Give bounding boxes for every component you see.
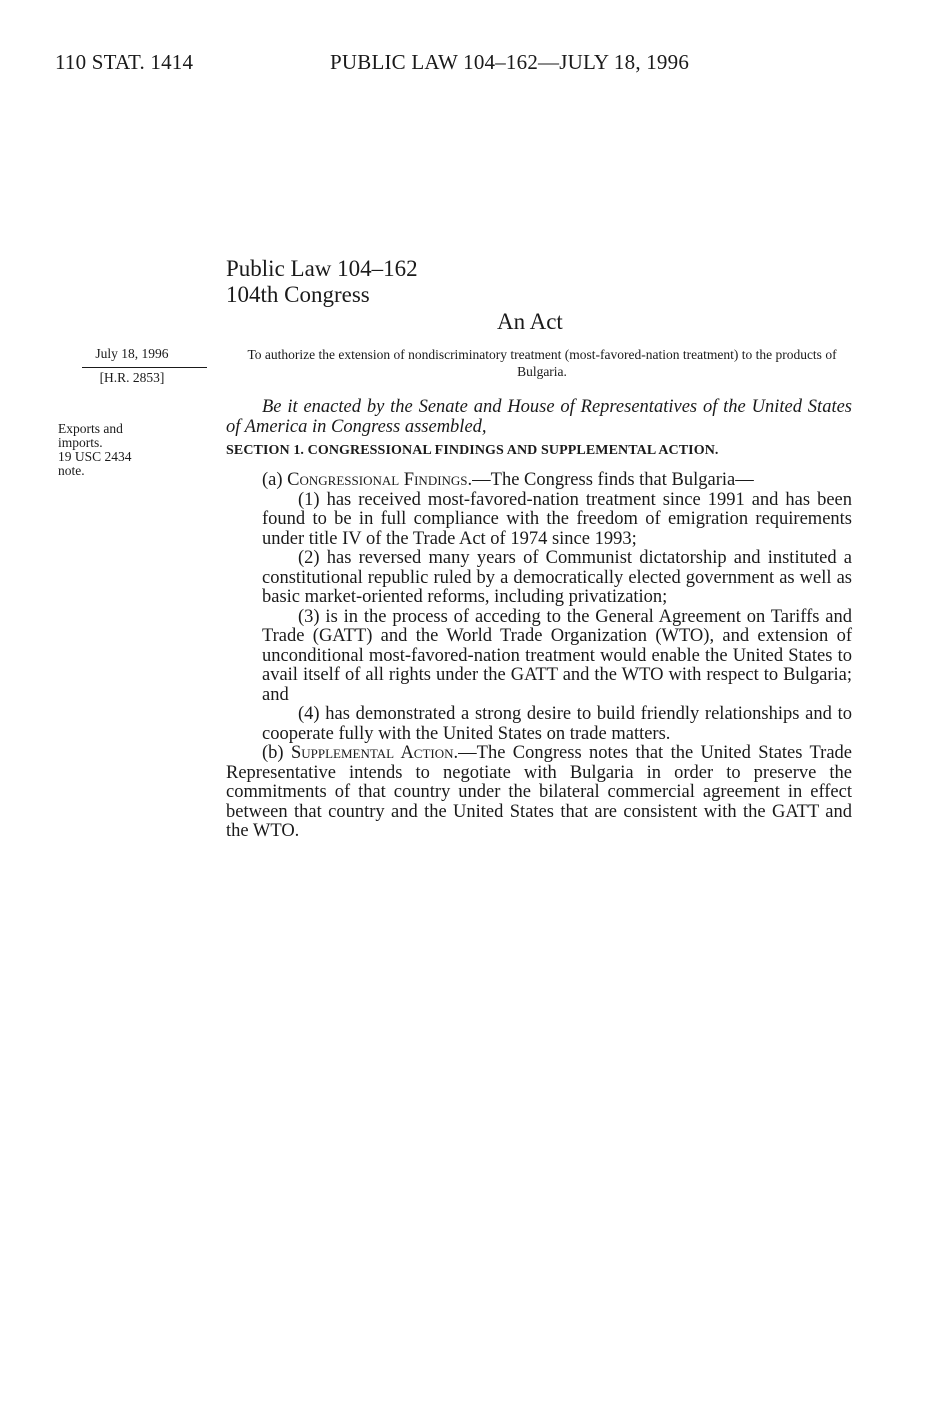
finding-item: (2) has reversed many years of Communist dictatorship and instituted a constitutional republic ruled by a democratically elected government as well as basic market-oriented reforms, including privatization; [262, 548, 852, 607]
margin-date: July 18, 1996 [95, 346, 169, 361]
an-act-heading: An Act [497, 309, 563, 334]
section-body [226, 471, 852, 842]
margin-bill-number: [H.R. 2853] [99, 370, 165, 385]
congress-number: 104th Congress [226, 282, 370, 307]
act-purpose: To authorize the extension of nondiscriminatory treatment (most-favored-nation treatment) to the products of Bulgaria. [247, 347, 837, 379]
subsection-b-heading: Supplemental Action. [290, 743, 459, 763]
subsection-a-text: —The Congress finds that Bulgaria— [472, 470, 754, 490]
subsection-a-designator: (a) [262, 470, 283, 490]
page-reference: 110 STAT. 1414 [55, 50, 194, 74]
margin-topic-note [58, 422, 208, 478]
subsection-a-heading: Congressional Findings. [287, 470, 473, 490]
margin-citation: 19 USC 2434 [58, 449, 132, 464]
margin-topic: Exports and imports. [58, 421, 123, 450]
margin-citation-suffix: note. [58, 463, 85, 478]
subsection-a [226, 471, 852, 491]
subsection-b [226, 744, 852, 842]
subsection-b-designator: (b) [262, 743, 284, 763]
finding-item: (4) has demonstrated a strong desire to build friendly relationships and to cooperate fully with the United States on trade matters. [262, 704, 852, 744]
subsection-b-text: —The Congress notes that the United States Trade Representative intends to negotiate with Bulgaria in order to preserve the commitments of that country under the bilateral commercial agreement in effect between that country and the United States that are consistent with the GATT and the WTO. [226, 743, 852, 841]
running-head-title: PUBLIC LAW 104–162—JULY 18, 1996 [330, 50, 690, 74]
finding-item: (3) is in the process of acceding to the General Agreement on Tariffs and Trade (GATT) and the World Trade Organization (WTO), and extension of unconditional most-favored-nation treatment would enable the United States to avail itself of all rights under the GATT and the WTO with respect to Bulgaria; and [262, 606, 852, 705]
margin-divider [82, 367, 207, 368]
enacting-clause: Be it enacted by the Senate and House of Representatives of the United States of America in Congress assembled, [226, 397, 852, 437]
section-heading: SECTION 1. CONGRESSIONAL FINDINGS AND SUPPLEMENTAL ACTION. [226, 443, 719, 458]
finding-item: (1) has received most-favored-nation treatment since 1991 and has been found to be in full compliance with the freedom of emigration requirements under title IV of the Trade Act of 1974 since 1993; [262, 489, 852, 549]
public-law-number: Public Law 104–162 [226, 256, 418, 281]
